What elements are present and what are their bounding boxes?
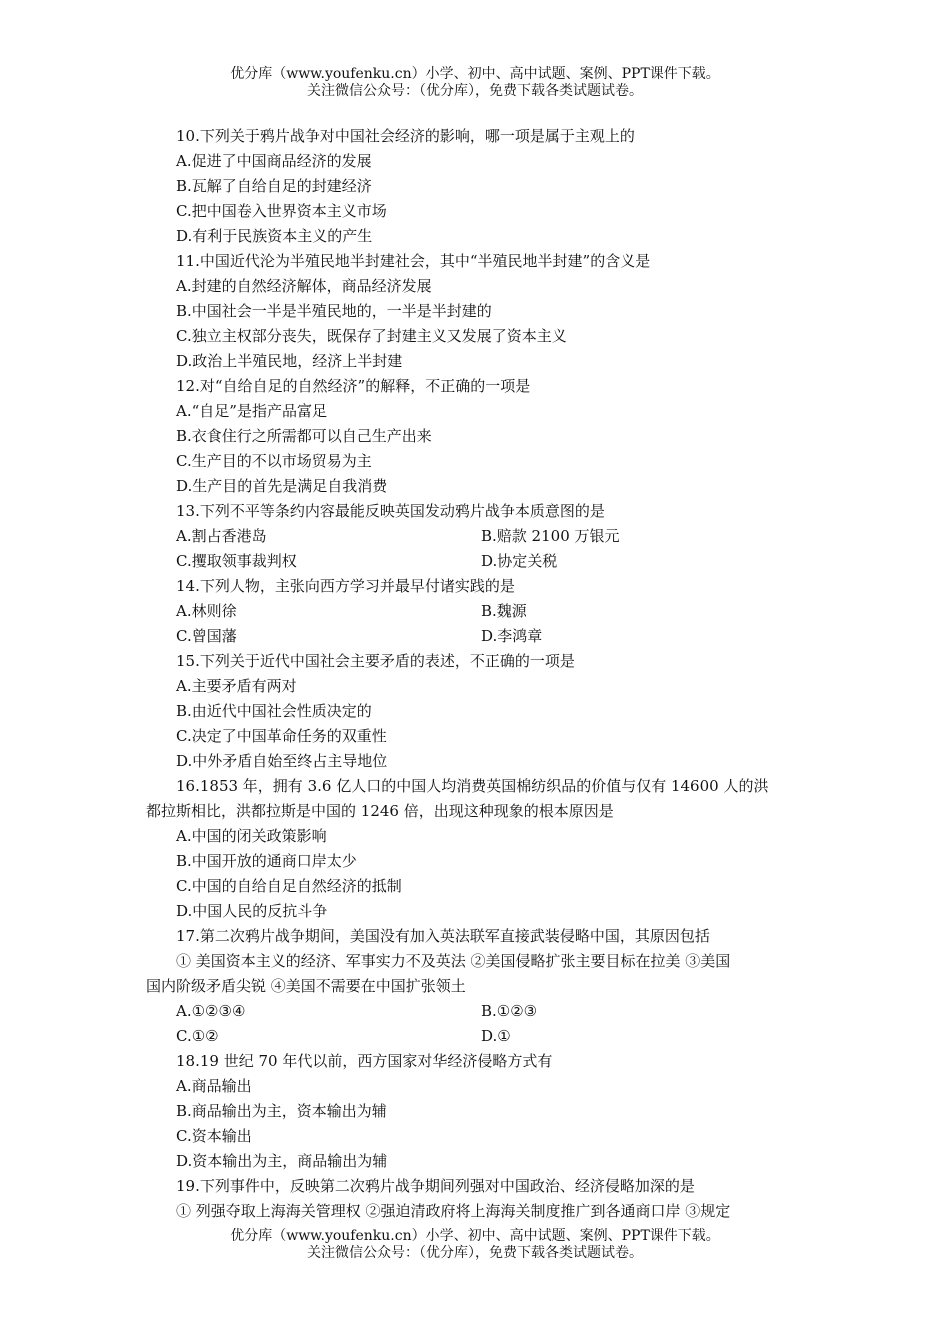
page-header [0, 66, 950, 100]
question-stem-line-1: 16.1853 年，拥有 3.6 亿人口的中国人均消费英国棉纺织品的价值与仅有 14600 人的洪 [176, 777, 769, 795]
options-row [146, 549, 810, 574]
option-c: C.把中国卷入世界资本主义市场 [176, 202, 387, 220]
options-row [146, 1024, 810, 1049]
question-12 [146, 374, 810, 499]
option-b: B.魏源 [481, 602, 527, 620]
option-b: B.衣食住行之所需都可以自己生产出来 [176, 427, 432, 445]
header-line-1: 优分库（www.youfenku.cn）小学、初中、高中试题、案例、PPT课件下载。 [230, 66, 720, 82]
option-c: C.资本输出 [176, 1127, 252, 1145]
option-a: A.①②③④ [176, 1002, 246, 1020]
option-b: B.由近代中国社会性质决定的 [176, 702, 372, 720]
option-a: A.林则徐 [176, 602, 237, 620]
statement-items-line-1: ① 列强夺取上海海关管理权 ②强迫清政府将上海海关制度推广到各通商口岸 ③规定 [176, 1202, 731, 1220]
options-row [146, 599, 810, 624]
option-d: D.李鸿章 [481, 627, 543, 645]
option-d: D.有利于民族资本主义的产生 [176, 227, 373, 245]
option-b: B.中国社会一半是半殖民地的，一半是半封建的 [176, 302, 492, 320]
question-16 [146, 774, 810, 924]
question-stem: 13.下列不平等条约内容最能反映英国发动鸦片战争本质意图的是 [176, 502, 605, 520]
question-stem: 18.19 世纪 70 年代以前，西方国家对华经济侵略方式有 [176, 1052, 553, 1070]
option-c: C.决定了中国革命任务的双重性 [176, 727, 387, 745]
question-19 [146, 1174, 810, 1224]
question-stem: 11.中国近代沦为半殖民地半封建社会，其中“半殖民地半封建”的含义是 [176, 252, 651, 270]
option-c: C.攫取领事裁判权 [176, 552, 297, 570]
option-a: A.主要矛盾有两对 [176, 677, 297, 695]
option-d: D.资本输出为主，商品输出为辅 [176, 1152, 388, 1170]
option-a: A.商品输出 [176, 1077, 252, 1095]
question-14 [146, 574, 810, 649]
options-row [146, 999, 810, 1024]
option-d: D.① [481, 1027, 511, 1045]
question-stem: 19.下列事件中，反映第二次鸦片战争期间列强对中国政治、经济侵略加深的是 [176, 1177, 695, 1195]
options-row [146, 624, 810, 649]
option-c: C.中国的自给自足自然经济的抵制 [176, 877, 402, 895]
question-13 [146, 499, 810, 574]
option-d: D.政治上半殖民地，经济上半封建 [176, 352, 403, 370]
option-d: D.协定关税 [481, 552, 558, 570]
option-c: C.①② [176, 1027, 219, 1045]
question-18 [146, 1049, 810, 1174]
option-a: A.封建的自然经济解体，商品经济发展 [176, 277, 432, 295]
option-b: B.中国开放的通商口岸太少 [176, 852, 357, 870]
footer-line-2: 关注微信公众号：（优分库），免费下载各类试题试卷。 [307, 1245, 643, 1261]
option-d: D.中国人民的反抗斗争 [176, 902, 328, 920]
question-15 [146, 649, 810, 774]
option-d: D.中外矛盾自始至终占主导地位 [176, 752, 388, 770]
question-stem-line-2: 都拉斯相比，洪都拉斯是中国的 1246 倍，出现这种现象的根本原因是 [146, 802, 614, 820]
option-a: A.促进了中国商品经济的发展 [176, 152, 372, 170]
options-row [146, 524, 810, 549]
statement-items-line-1: ① 美国资本主义的经济、军事实力不及英法 ②美国侵略扩张主要目标在拉美 ③美国 [176, 952, 731, 970]
option-b: B.赔款 2100 万银元 [481, 527, 620, 545]
question-11 [146, 249, 810, 374]
option-d: D.生产目的首先是满足自我消费 [176, 477, 388, 495]
header-line-2: 关注微信公众号：（优分库），免费下载各类试题试卷。 [307, 83, 643, 99]
option-a: A.割占香港岛 [176, 527, 267, 545]
option-b: B.商品输出为主，资本输出为辅 [176, 1102, 387, 1120]
option-b: B.瓦解了自给自足的封建经济 [176, 177, 372, 195]
option-a: A.中国的闭关政策影响 [176, 827, 327, 845]
footer-line-1: 优分库（www.youfenku.cn）小学、初中、高中试题、案例、PPT课件下载。 [230, 1228, 720, 1244]
question-list [146, 124, 810, 1224]
question-stem: 12.对“自给自足的自然经济”的解释，不正确的一项是 [176, 377, 531, 395]
option-b: B.①②③ [481, 1002, 538, 1020]
question-10 [146, 124, 810, 249]
question-17 [146, 924, 810, 1049]
question-stem: 10.下列关于鸦片战争对中国社会经济的影响，哪一项是属于主观上的 [176, 127, 635, 145]
option-a: A.“自足”是指产品富足 [176, 402, 327, 420]
option-c: C.独立主权部分丧失，既保存了封建主义又发展了资本主义 [176, 327, 567, 345]
question-stem: 14.下列人物，主张向西方学习并最早付诸实践的是 [176, 577, 515, 595]
statement-items-line-2: 国内阶级矛盾尖锐 ④美国不需要在中国扩张领土 [146, 977, 466, 995]
page-footer [0, 1228, 950, 1262]
option-c: C.生产目的不以市场贸易为主 [176, 452, 372, 470]
option-c: C.曾国藩 [176, 627, 237, 645]
question-stem: 17.第二次鸦片战争期间，美国没有加入英法联军直接武装侵略中国，其原因包括 [176, 927, 710, 945]
question-stem: 15.下列关于近代中国社会主要矛盾的表述，不正确的一项是 [176, 652, 575, 670]
